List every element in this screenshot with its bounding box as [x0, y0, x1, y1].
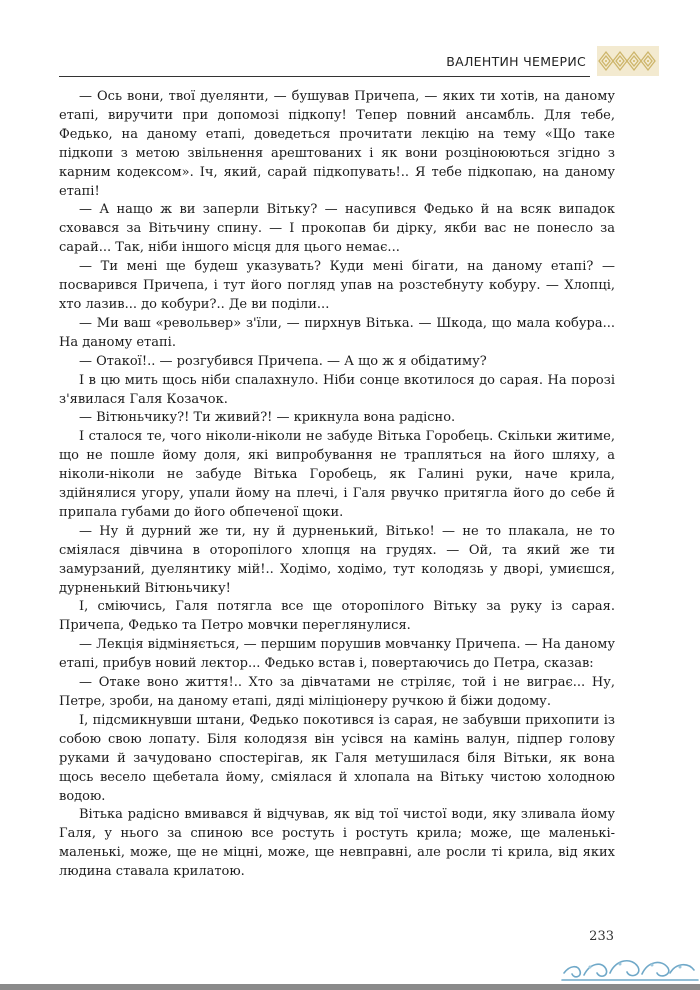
page-number: 233 — [589, 929, 614, 944]
page-text — [59, 88, 615, 882]
embroidery-ornament-icon — [597, 46, 659, 76]
paragraph: — Ось вони, твої дуелянти, — бушував Причепа, — яких ти хотів, на даному етапі, виручити при допомозі підкопу! Тепер повний ансамбль. Для тебе, Федько, на даному етапі, доведеться прочитати лекцію на тему «Що таке підкопи з метою звільнення арештованих і як вони розціноюються згідно з карним кодексом». Іч, який, сарай підкопувать!.. Я тебе підкопаю, на даному етапі! — [59, 89, 615, 199]
paragraph: — Ми ваш «револьвер» з'їли, — пирхнув Вітька. — Шкода, що мала кобура... На даному етапі. — [59, 315, 615, 350]
page-footer — [560, 925, 700, 990]
paragraph: І, підсмикнувши штани, Федько покотився із сарая, не забувши прихопити із собою свою лопату. Біля колодязя він усівся на камінь валун, підпер голову руками й зачудовано спостерігав, як Галя метушилася біля Вітьки, як вона щось весело щебетала йому, сміялася й хлопала на Вітьку чистою холодною водою. — [59, 712, 615, 804]
paragraph: — Ну й дурний же ти, ну й дурненький, Вітько! — не то плакала, не то сміялася дівчина в оторопілого хлопця на грудях. — Ой, та який же ти замурзаний, дуелянтику мій!.. Ходімо, ходімо, тут колодязь у дворі, умиєшся, дурненький Вітюньчику! — [59, 523, 615, 596]
paragraph: — Отаке воно життя!.. Хто за дівчатами не стріляє, той і не виграє... Ну, Петре, зроби, на даному етапі, дяді міліціонеру ручкою й біжи додому. — [59, 675, 615, 709]
paragraph: — Вітюньчику?! Ти живий?! — крикнула вона радісно. — [79, 410, 456, 426]
paragraph: — Ти мені ще будеш указувать? Куди мені бігати, на даному етапі? — посварився Причепа, і тут його погляд упав на розстебнуту кобуру. — Хлопці, хто лазив... до кобури?.. Де ви поділи... — [59, 259, 615, 312]
paragraph: І сталося те, чого ніколи-ніколи не забуде Вітька Горобець. Скільки житиме, що не пошле йому доля, які випробування не трапляться на його шляху, а ніколи-ніколи не забуде Вітька Горобець, як Галині руки, наче крила, здійнялися угору, упали йому на плечі, і Галя рвучко притягла його до себе й припала губами до його обпеченої щоки. — [59, 429, 615, 520]
paragraph: І в цю мить щось ніби спалахнуло. Ніби сонце вкотилося до сарая. На порозі з'явилася Галя Козачок. — [59, 372, 615, 407]
paragraph: Вітька радісно вмивався й відчував, як від тої чистої води, яку зливала йому Галя, у нього за спиною все ростуть і ростуть крила; може, ще маленькі-маленькі, може, ще не міцні, може, ще невправні, але росли ті крила, від яких людина ставала крилатою. — [59, 807, 615, 880]
author-name: ВАЛЕНТИН ЧЕМЕРИС — [446, 54, 586, 69]
paragraph: — А нащо ж ви заперли Вітьку? — насупився Федько й на всяк випадок сховався за Вітьчину спину. — І прокопав би дірку, якби вас не понесло за сарай... Так, ніби іншого місця для цього немає... — [59, 202, 615, 256]
wave-ornament-icon — [560, 947, 700, 987]
paragraph: І, сміючись, Галя потягла все ще оторопілого Вітьку за руку із сарая. Причепа, Федько та Петро мовчки переглянулися. — [59, 599, 615, 634]
paragraph: — Лекція відміняється, — першим порушив мовчанку Причепа. — На даному етапі, прибув новий лектор... Федько встав і, повертаючись до Петра, сказав: — [59, 637, 615, 672]
running-header — [59, 44, 700, 80]
paragraph: — Отакої!.. — розгубився Причепа. — А що ж я обідатиму? — [79, 353, 487, 369]
bottom-border — [0, 984, 700, 990]
header-rule — [59, 76, 590, 77]
